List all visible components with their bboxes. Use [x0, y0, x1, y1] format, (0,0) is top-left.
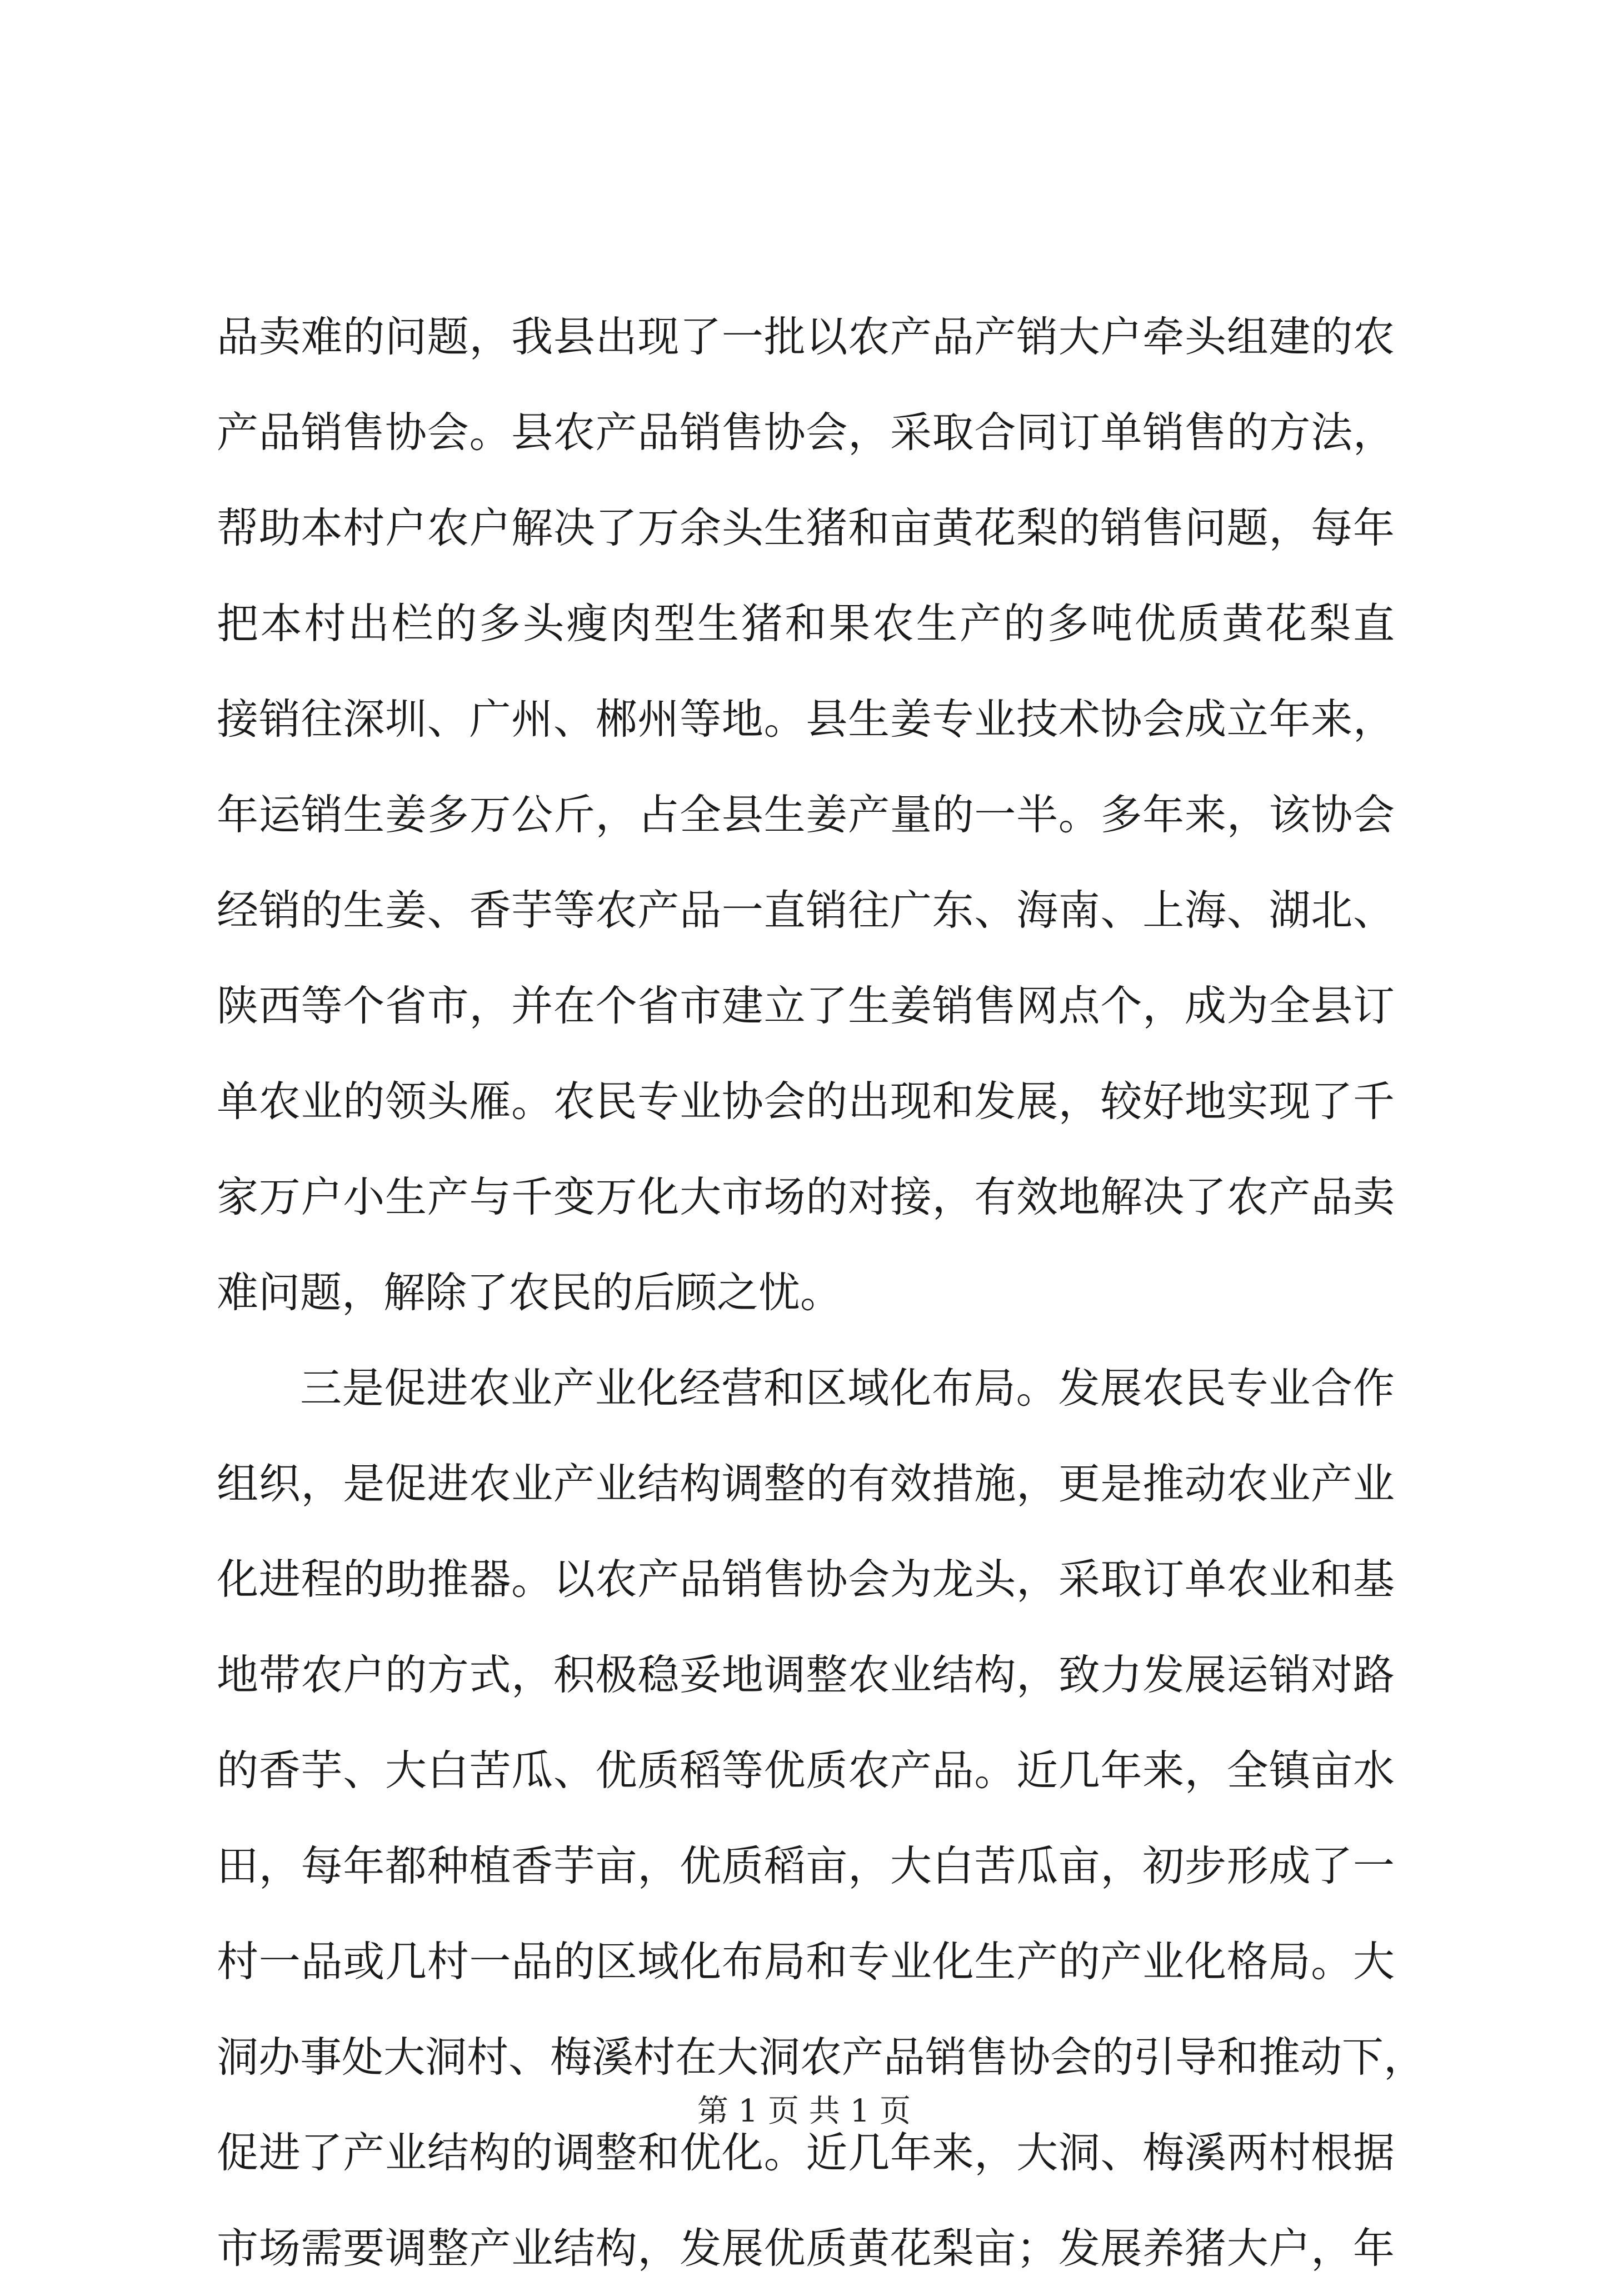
text-line: 的香芋、大白苦瓜、优质稻等优质农产品。近几年来，全镇亩水 — [217, 1746, 1395, 1795]
text-line: 难问题，解除了农民的后顾之忧。 — [217, 1268, 842, 1317]
text-line: 年运销生姜多万公斤，占全县生姜产量的一半。多年来，该协会 — [217, 790, 1395, 839]
text-line: 单农业的领头雁。农民专业协会的出现和发展，较好地实现了千 — [217, 1077, 1395, 1126]
text-line: 洞办事处大洞村、梅溪村在大洞农产品销售协会的引导和推动下， — [217, 2033, 1426, 2082]
text-line: 接销往深圳、广州、郴州等地。县生姜专业技术协会成立年来， — [217, 695, 1395, 743]
text-line: 把本村出栏的多头瘦肉型生猪和果农生产的多吨优质黄花梨直 — [217, 599, 1395, 648]
text-line: 市场需要调整产业结构，发展优质黄花梨亩；发展养猪大户，年 — [217, 2224, 1395, 2273]
text-line: 帮助本村户农户解决了万余头生猪和亩黄花梨的销售问题，每年 — [217, 503, 1395, 552]
text-line: 产品销售协会。县农产品销售协会，采取合同订单销售的方法， — [217, 408, 1395, 457]
text-line: 家万户小生产与千变万化大市场的对接，有效地解决了农产品卖 — [217, 1172, 1395, 1221]
page-footer: 第 1 页 共 1 页 — [697, 2093, 911, 2129]
text-line: 化进程的助推器。以农产品销售协会为龙头，采取订单农业和基 — [217, 1555, 1395, 1604]
text-line: 村一品或几村一品的区域化布局和专业化生产的产业化格局。大 — [217, 1937, 1395, 1986]
text-line: 三是促进农业产业化经营和区域化布局。发展农民专业合作 — [300, 1364, 1395, 1412]
body-text — [217, 289, 1426, 2296]
text-line: 地带农户的方式，积极稳妥地调整农业结构，致力发展运销对路 — [217, 1650, 1395, 1699]
text-line: 促进了产业结构的调整和优化。近几年来，大洞、梅溪两村根据 — [217, 2128, 1395, 2177]
text-line: 品卖难的问题，我县出现了一批以农产品产销大户牵头组建的农 — [217, 312, 1395, 361]
text-line: 田，每年都种植香芋亩，优质稻亩，大白苦瓜亩，初步形成了一 — [217, 1841, 1395, 1890]
text-line: 经销的生姜、香芋等农产品一直销往广东、海南、上海、湖北、 — [217, 886, 1395, 935]
text-line: 组织，是促进农业产业结构调整的有效措施，更是推动农业产业 — [217, 1459, 1395, 1508]
text-line: 陕西等个省市，并在个省市建立了生姜销售网点个，成为全县订 — [217, 981, 1395, 1030]
